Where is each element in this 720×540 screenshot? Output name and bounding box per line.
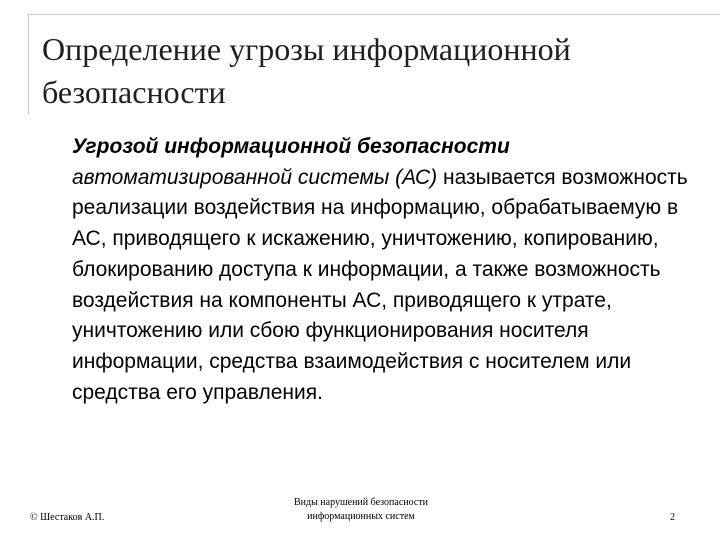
definition-text: называется возможность реализации воздействия на информацию, обрабатываемую в АС, приводящего к искажению, уничтожению, копированию, блокированию доступа к информации, а также возможность воздействия на компоненты АС, приводящего к утрате, уничтожению или сбою функционирования носителя информации, средства взаимодействия с носителем или средства его управления. [72, 165, 688, 404]
slide-page-number: 2 [670, 512, 675, 523]
slide-body-text [72, 132, 692, 408]
footer-presentation-title [256, 496, 466, 524]
slide-title: Определение угрозы информационной безопасности [42, 31, 571, 110]
defined-term-system: автоматизированной системы (АС) [72, 165, 438, 189]
defined-term: Угрозой информационной безопасности [72, 135, 510, 158]
footer-title-line-1: Виды нарушений безопасности [293, 497, 429, 508]
footer-title-line-2: информационных систем [307, 511, 415, 522]
footer-copyright: © Шестаков А.П. [30, 512, 105, 523]
